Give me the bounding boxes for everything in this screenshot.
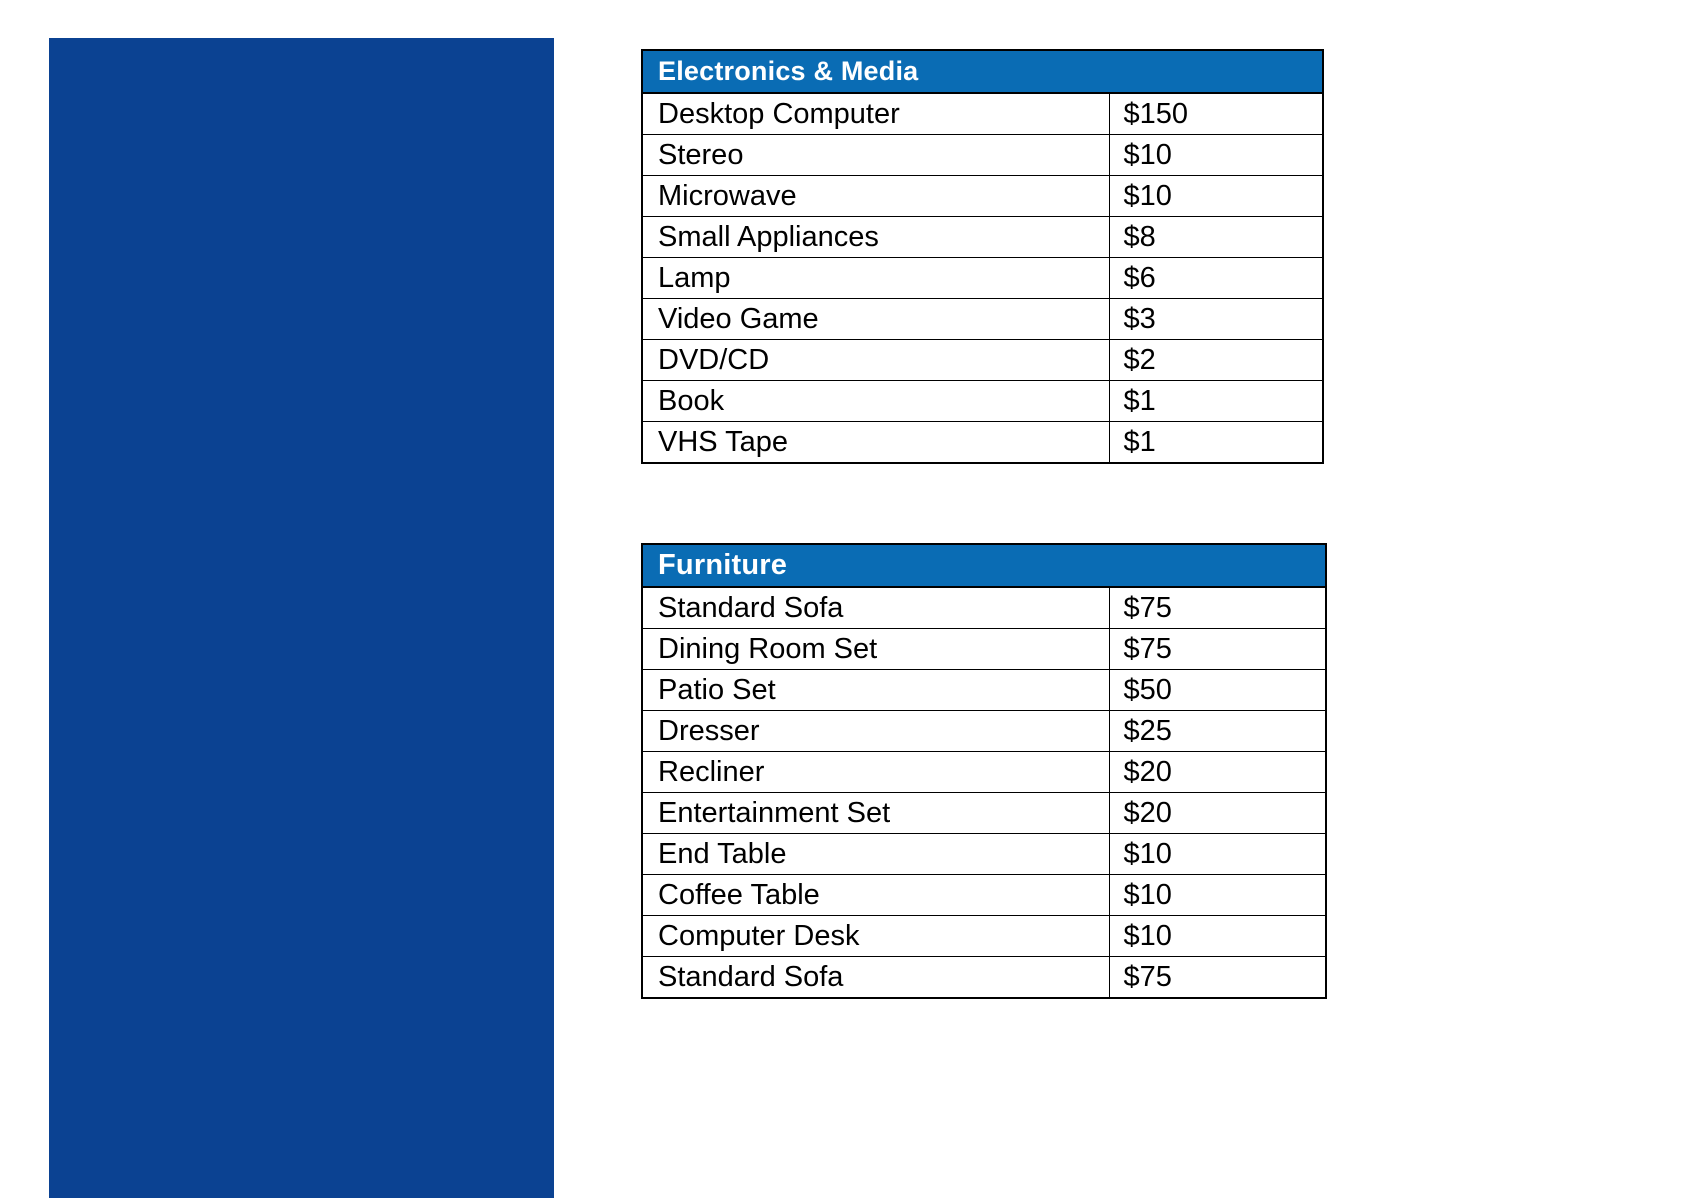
item-name-cell: Dresser xyxy=(642,711,1109,752)
table-row xyxy=(642,916,1326,957)
side-panel xyxy=(49,38,554,1198)
item-name-cell: Desktop Computer xyxy=(642,93,1109,135)
table-title: Electronics & Media xyxy=(642,50,1323,93)
item-value-cell: $10 xyxy=(1109,834,1326,875)
item-value-cell: $75 xyxy=(1109,957,1326,999)
item-value-cell: $2 xyxy=(1109,340,1323,381)
item-value-cell: $10 xyxy=(1109,916,1326,957)
table-row xyxy=(642,587,1326,629)
table-row xyxy=(642,875,1326,916)
electronics-media-table xyxy=(641,49,1324,464)
table-row xyxy=(642,299,1323,340)
item-value-cell: $75 xyxy=(1109,629,1326,670)
item-name-cell: Dining Room Set xyxy=(642,629,1109,670)
item-value-cell: $6 xyxy=(1109,258,1323,299)
table-header-row xyxy=(642,50,1323,93)
item-name-cell: Standard Sofa xyxy=(642,957,1109,999)
item-value-cell: $1 xyxy=(1109,381,1323,422)
table-row xyxy=(642,258,1323,299)
item-name-cell: Patio Set xyxy=(642,670,1109,711)
table-row xyxy=(642,422,1323,464)
table-row xyxy=(642,957,1326,999)
table-row xyxy=(642,176,1323,217)
item-name-cell: Entertainment Set xyxy=(642,793,1109,834)
table-row xyxy=(642,135,1323,176)
item-value-cell: $20 xyxy=(1109,752,1326,793)
table-row xyxy=(642,711,1326,752)
table-title: Furniture xyxy=(642,544,1326,587)
item-value-cell: $8 xyxy=(1109,217,1323,258)
item-value-cell: $10 xyxy=(1109,875,1326,916)
item-value-cell: $20 xyxy=(1109,793,1326,834)
item-name-cell: Standard Sofa xyxy=(642,587,1109,629)
item-value-cell: $1 xyxy=(1109,422,1323,464)
item-name-cell: DVD/CD xyxy=(642,340,1109,381)
item-name-cell: End Table xyxy=(642,834,1109,875)
table-body xyxy=(642,587,1326,998)
table-row xyxy=(642,670,1326,711)
item-value-cell: $75 xyxy=(1109,587,1326,629)
item-value-cell: $25 xyxy=(1109,711,1326,752)
table-row xyxy=(642,629,1326,670)
item-name-cell: Book xyxy=(642,381,1109,422)
item-name-cell: Small Appliances xyxy=(642,217,1109,258)
item-name-cell: Coffee Table xyxy=(642,875,1109,916)
item-name-cell: Video Game xyxy=(642,299,1109,340)
table-row xyxy=(642,793,1326,834)
item-name-cell: Microwave xyxy=(642,176,1109,217)
table-row xyxy=(642,93,1323,135)
item-name-cell: Stereo xyxy=(642,135,1109,176)
item-value-cell: $10 xyxy=(1109,135,1323,176)
table-row xyxy=(642,340,1323,381)
item-name-cell: Lamp xyxy=(642,258,1109,299)
item-name-cell: Recliner xyxy=(642,752,1109,793)
table-row xyxy=(642,834,1326,875)
table-body xyxy=(642,93,1323,463)
item-value-cell: $3 xyxy=(1109,299,1323,340)
item-value-cell: $150 xyxy=(1109,93,1323,135)
item-name-cell: Computer Desk xyxy=(642,916,1109,957)
item-value-cell: $10 xyxy=(1109,176,1323,217)
item-name-cell: VHS Tape xyxy=(642,422,1109,464)
item-value-cell: $50 xyxy=(1109,670,1326,711)
table-header-row xyxy=(642,544,1326,587)
furniture-table xyxy=(641,543,1327,999)
table-row xyxy=(642,217,1323,258)
table-row xyxy=(642,752,1326,793)
table-row xyxy=(642,381,1323,422)
